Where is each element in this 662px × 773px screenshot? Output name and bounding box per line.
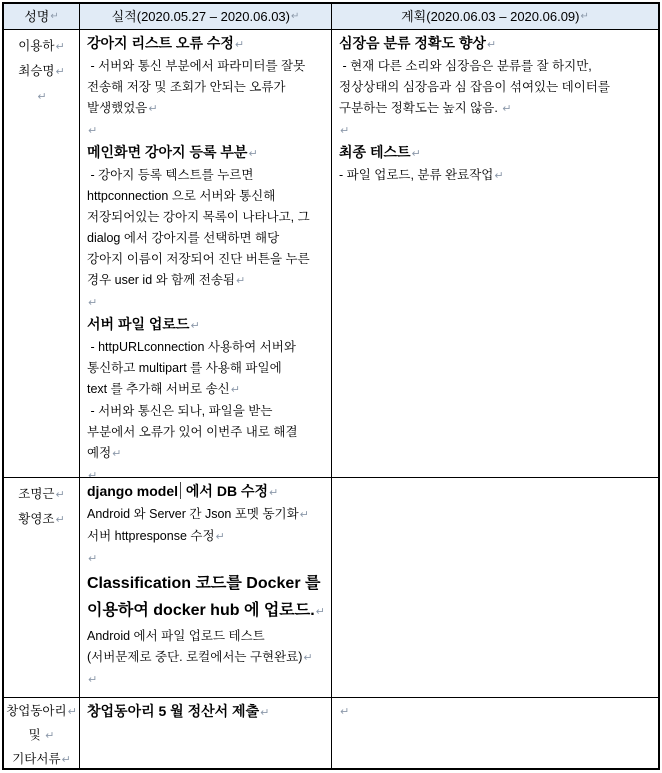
text-cursor <box>180 482 181 499</box>
paragraph-mark: ↵ <box>234 39 245 51</box>
paragraph-mark: ↵ <box>494 170 504 182</box>
paragraph-mark: ↵ <box>299 509 309 521</box>
paragraph-mark: ↵ <box>37 91 47 103</box>
text-run: - 파일 업로드, 분류 완료작업 <box>339 168 494 182</box>
paragraph-mark: ↵ <box>340 125 350 137</box>
achievements-cell-row1[interactable] <box>80 30 332 478</box>
text-line <box>87 504 327 526</box>
text-line <box>87 56 327 77</box>
text-line <box>4 748 79 768</box>
text-line <box>4 482 79 507</box>
text-run: httpconnection 으로 서버와 통신해 <box>87 189 276 203</box>
text-line <box>87 465 327 478</box>
text-line <box>87 570 327 597</box>
text-run: - 현재 다른 소리와 심장음은 분류를 잘 하지만, <box>339 59 592 73</box>
paragraph-mark: ↵ <box>50 10 59 22</box>
paragraph-mark: ↵ <box>148 103 158 115</box>
paragraph-mark: ↵ <box>502 103 512 115</box>
names-cell-row1[interactable] <box>4 30 80 478</box>
text-run: - 서버와 통신 부분에서 파라미터를 잘못 <box>87 59 306 73</box>
text-run: 서버 파일 업로드 <box>87 316 190 332</box>
header-cell-name <box>4 4 80 30</box>
names-cell-row3[interactable] <box>4 698 80 768</box>
header-cell-achievement <box>80 4 332 30</box>
text-line <box>87 647 327 669</box>
text-line <box>4 84 79 109</box>
text-run: 이용하 <box>18 39 55 53</box>
text-line <box>87 337 327 358</box>
text-run: - 서버와 통신은 되나, 파일을 받는 <box>87 404 273 418</box>
paragraph-mark: ↵ <box>580 10 589 22</box>
text-run: Classification 코드를 Docker 를 <box>87 575 321 592</box>
text-line <box>87 701 327 724</box>
paragraph-mark: ↵ <box>340 706 350 718</box>
text-run: 심장음 분류 정확도 향상 <box>339 35 486 51</box>
text-line <box>4 700 79 724</box>
paragraph-mark: ↵ <box>45 730 55 742</box>
paragraph-mark: ↵ <box>290 10 300 22</box>
text-run: 강아지 리스트 오류 수정 <box>87 35 234 51</box>
text-line <box>87 691 327 698</box>
text-line <box>87 422 327 443</box>
paragraph-mark: ↵ <box>88 297 98 309</box>
header-name-label: 성명 <box>24 9 50 24</box>
achievements-cell-row3[interactable] <box>80 698 332 768</box>
text-run: dialog 에서 강아지를 선택하면 해당 <box>87 231 280 245</box>
text-line <box>87 548 327 570</box>
paragraph-mark: ↵ <box>236 275 246 287</box>
text-line <box>4 724 79 748</box>
text-line <box>87 358 327 379</box>
text-line <box>87 207 327 228</box>
text-line <box>87 228 327 249</box>
text-line <box>87 33 327 56</box>
text-run: 창업동아리 5 월 정산서 제출 <box>87 703 260 719</box>
text-run: (서버문제로 중단. 로컬에서는 구현완료) <box>87 650 303 664</box>
text-line <box>87 481 327 504</box>
text-run: 메인화면 강아지 등록 부분 <box>87 144 248 160</box>
text-run: 기타서류 <box>12 752 61 766</box>
paragraph-mark: ↵ <box>88 125 98 137</box>
text-line <box>87 443 327 465</box>
paragraph-mark: ↵ <box>88 674 98 686</box>
text-line <box>87 120 327 142</box>
text-run: text 를 추가해 서버로 송신 <box>87 382 230 396</box>
text-line <box>4 34 79 59</box>
text-line <box>87 142 327 165</box>
text-line <box>87 669 327 691</box>
text-run: 최승명 <box>18 64 55 78</box>
text-line <box>87 165 327 186</box>
paragraph-mark: ↵ <box>55 41 65 53</box>
paragraph-mark: ↵ <box>260 707 270 719</box>
plans-cell-row1[interactable] <box>332 30 658 478</box>
paragraph-mark: ↵ <box>315 606 325 618</box>
text-run: 부분에서 오류가 있어 이번주 내로 해결 <box>87 425 298 439</box>
text-run: 창업동아리 <box>6 704 67 718</box>
paragraph-mark: ↵ <box>88 553 98 565</box>
paragraph-mark: ↵ <box>269 487 279 499</box>
text-line <box>339 120 654 142</box>
paragraph-mark: ↵ <box>88 470 98 478</box>
text-line <box>4 59 79 84</box>
text-run: Android 와 Server 간 Json 포멧 동기화 <box>87 507 299 521</box>
paragraph-mark: ↵ <box>486 39 497 51</box>
text-run: 황영조 <box>18 512 55 526</box>
paragraph-mark: ↵ <box>215 531 225 543</box>
text-line <box>87 626 327 647</box>
paragraph-mark: ↵ <box>55 66 65 78</box>
text-run: 서버 httpresponse 수정 <box>87 529 215 543</box>
text-run: 구분하는 정확도는 높지 않음. <box>339 101 502 115</box>
text-line <box>4 507 79 532</box>
text-line <box>339 98 654 120</box>
text-run: 통신하고 multipart 를 사용해 파일에 <box>87 361 282 375</box>
text-line <box>87 249 327 270</box>
achievements-cell-row2[interactable] <box>80 478 332 698</box>
text-line <box>339 142 654 165</box>
plans-cell-row3[interactable] <box>332 698 658 768</box>
header-achievement-label: 실적(2020.05.27 – 2020.06.03) <box>111 9 290 24</box>
text-run: 이용하여 docker hub 에 업로드. <box>87 602 315 619</box>
text-line <box>339 33 654 56</box>
text-run: 정상상태의 심장음과 심 잡음이 섞여있는 데이터를 <box>339 80 610 94</box>
text-run: - 강아지 등록 텍스트를 누르면 <box>87 168 254 182</box>
progress-report-table <box>2 2 660 770</box>
text-run: django model 에서 DB 수정 <box>87 483 268 499</box>
plans-cell-row2[interactable] <box>332 478 658 698</box>
text-run: 강아지 이름이 저장되어 진단 버튼을 누른 <box>87 252 310 266</box>
text-run: 발생했었음 <box>87 101 148 115</box>
paragraph-mark: ↵ <box>248 148 258 160</box>
text-run: - httpURLconnection 사용하여 서버와 <box>87 340 296 354</box>
text-run: 전송해 저장 및 조회가 안되는 오류가 <box>87 80 286 94</box>
paragraph-mark: ↵ <box>112 448 122 460</box>
paragraph-mark: ↵ <box>230 384 240 396</box>
text-line <box>339 165 654 187</box>
text-run: 최종 테스트 <box>339 144 411 160</box>
paragraph-mark: ↵ <box>303 652 313 664</box>
paragraph-mark: ↵ <box>190 320 200 332</box>
text-line <box>87 401 327 422</box>
header-cell-plan <box>332 4 658 30</box>
text-line <box>87 98 327 120</box>
text-run: Android 에서 파일 업로드 테스트 <box>87 629 265 643</box>
text-run: 조명근 <box>18 487 55 501</box>
paragraph-mark: ↵ <box>55 489 65 501</box>
paragraph-mark: ↵ <box>55 514 65 526</box>
paragraph-mark: ↵ <box>67 706 77 718</box>
paragraph-mark: ↵ <box>411 148 421 160</box>
text-run: 예정 <box>87 446 112 460</box>
text-line <box>87 77 327 98</box>
text-run: 및 <box>28 728 45 742</box>
text-run: 저장되어있는 강아지 목록이 나타나고, 그 <box>87 210 310 224</box>
text-line <box>339 56 654 77</box>
text-line <box>339 701 654 723</box>
text-line <box>87 186 327 207</box>
text-line <box>87 379 327 401</box>
text-line <box>87 314 327 337</box>
text-line <box>87 292 327 314</box>
text-line <box>87 270 327 292</box>
paragraph-mark: ↵ <box>61 754 71 766</box>
header-plan-label: 계획(2020.06.03 – 2020.06.09) <box>401 9 580 24</box>
text-line <box>87 526 327 548</box>
text-line <box>87 597 327 626</box>
text-run: 경우 user id 와 함께 전송됨 <box>87 273 236 287</box>
names-cell-row2[interactable] <box>4 478 80 698</box>
text-line <box>339 77 654 98</box>
